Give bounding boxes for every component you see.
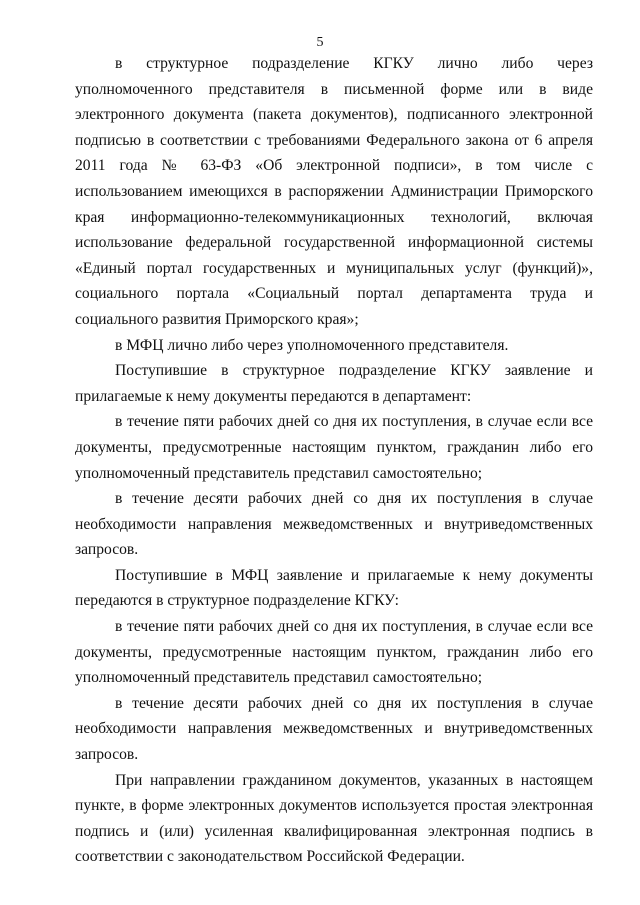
paragraph-submission-kgku: в структурное подразделение КГКУ лично либо через уполномоченного представителя в письменной форме или в виде электронного документа (пакета документов), подписанного электронной подписью в соответствии с требованиями Федерального закона от 6 апреля 2011 года № 63-ФЗ «Об электронной подписи», в том числе с использованием имеющихся в распоряжении Администрации Приморского края информационно-телекоммуникационных технологий, включая использование федеральной государственной информационной системы «Единый портал государственных и муниципальных услуг (функций)», социального портала «Социальный портал департамента труда и социального развития Приморского края»; (75, 55, 593, 328)
paragraph-kgku-transfer: Поступившие в структурное подразделение КГКУ заявление и прилагаемые к нему документы передаются в департамент: (75, 362, 593, 405)
paragraph-ten-days-mfc: в течение десяти рабочих дней со дня их поступления в случае необходимости направления межведомственных и внутриведомственных запросов. (75, 694, 593, 764)
page-number: 5 (316, 35, 324, 50)
paragraph-five-days-mfc: в течение пяти рабочих дней со дня их поступления, в случае если все документы, предусмотренные настоящим пунктом, гражданин либо его уполномоченный представитель представил самостоятельно; (75, 618, 593, 687)
document-body (75, 51, 593, 870)
paragraph-five-days-kgku: в течение пяти рабочих дней со дня их поступления, в случае если все документы, предусмотренные настоящим пунктом, гражданин либо его уполномоченный представитель представил самостоятельно; (75, 413, 593, 482)
paragraph-electronic-signature: При направлении гражданином документов, указанных в настоящем пункте, в форме электронных документов используется простая электронная подпись и (или) усиленная квалифицированная электронная подпись в соответствии с законодательством Российской Федерации. (75, 771, 593, 866)
paragraph-mfc-transfer: Поступившие в МФЦ заявление и прилагаемые к нему документы передаются в структурное подразделение КГКУ: (75, 566, 593, 610)
paragraph-submission-mfc: в МФЦ лично либо через уполномоченного представителя. (115, 336, 509, 354)
paragraph-ten-days-kgku: в течение десяти рабочих дней со дня их поступления в случае необходимости направления межведомственных и внутриведомственных запросов. (75, 490, 593, 559)
